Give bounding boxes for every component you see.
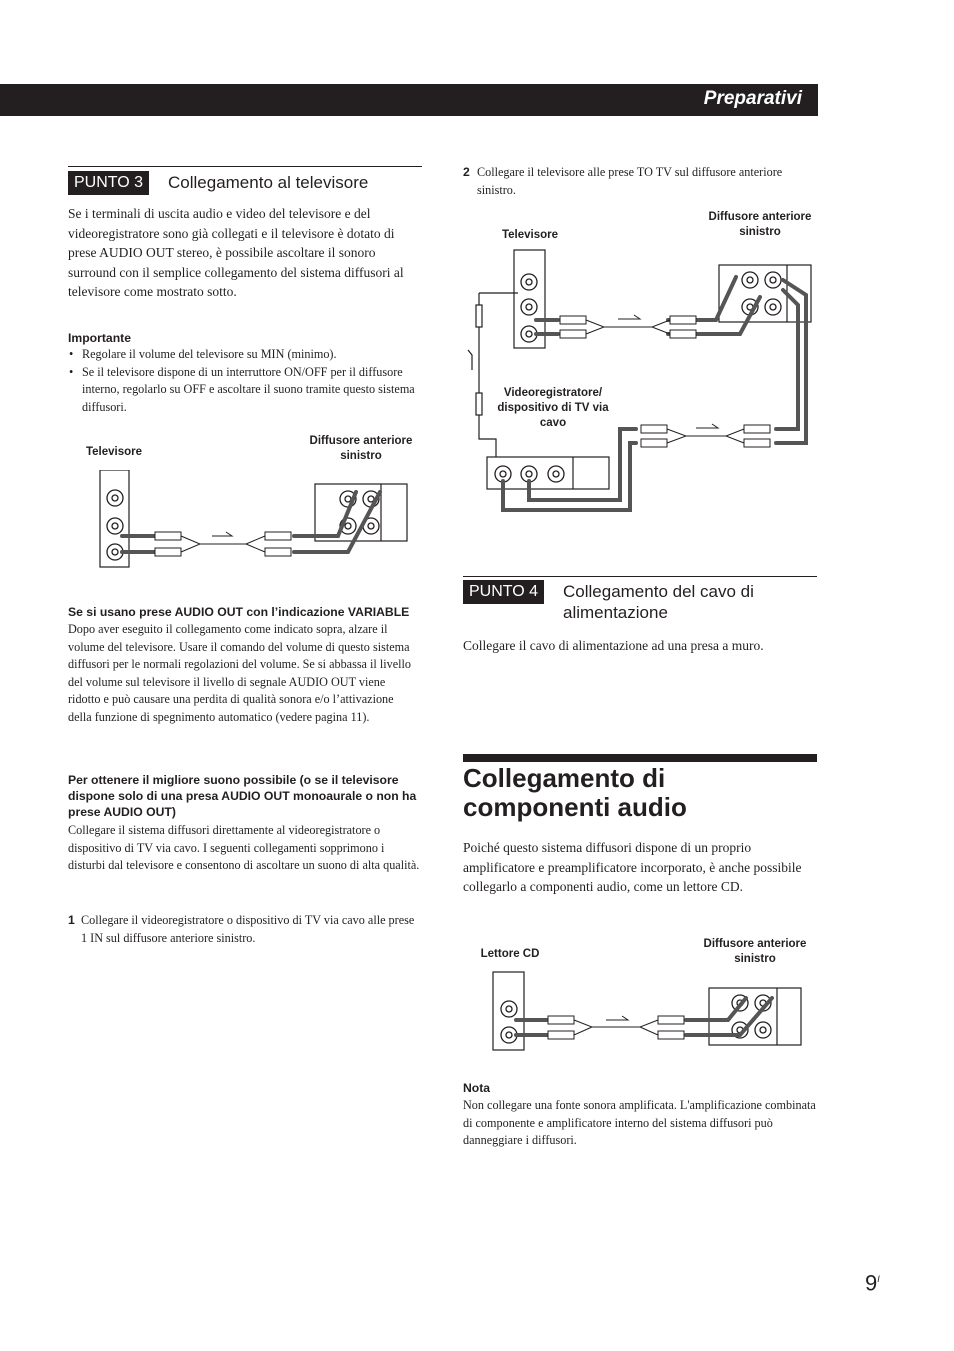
- step3-title: Collegamento al televisore: [168, 173, 369, 192]
- page-number-suffix: I: [877, 1274, 880, 1284]
- best-text: Collegare il sistema diffusori direttamente al videoregistratore o dispositivo di TV via cavo. I seguenti collegamenti sopprimono i disturbi dal televisore e consentono di ascoltare un suono di alta qualità.: [68, 823, 420, 872]
- step4-badge: PUNTO 4: [463, 580, 544, 604]
- diagram3-label-speaker: Diffusore anteriore sinistro: [703, 938, 807, 965]
- step2-number: 2: [463, 165, 470, 179]
- step1-text: Collegare il videoregistratore o dispositivo di TV via cavo alle prese 1 IN sul diffusore anteriore sinistro.: [81, 913, 415, 945]
- diagram-tv-to-speaker: [60, 470, 430, 580]
- section-title: Preparativi: [703, 88, 802, 109]
- page-number-value: 9: [865, 1270, 878, 1296]
- diagram2-label-speaker: Diffusore anteriore sinistro: [708, 211, 812, 238]
- diagram2-label-vcr: Videoregistratore/ dispositivo di TV via cavo: [497, 387, 609, 429]
- step1-number: 1: [68, 913, 75, 927]
- diagram3-label-cd: Lettore CD: [480, 948, 540, 960]
- diagram1-label-speaker: Diffusore anteriore sinistro: [309, 435, 413, 462]
- header-bar: [0, 84, 818, 116]
- step2-text: Collegare il televisore alle prese TO TV sul diffusore anteriore sinistro.: [477, 165, 783, 197]
- important-item: • Regolare il volume del televisore su MIN (minimo).: [68, 346, 418, 364]
- best-heading: Per ottenere il migliore suono possibile (o se il televisore dispone solo di una presa AUDIO OUT monoaurale o non ha prese AUDIO OUT): [68, 773, 417, 819]
- audio-text: Poiché questo sistema diffusori dispone di un proprio amplificatore e preamplificatore incorporato, è anche possibile collegarlo a componenti audio, come un lettore CD.: [463, 840, 802, 894]
- variable-heading: Se si usano prese AUDIO OUT con l’indicazione VARIABLE: [68, 605, 410, 619]
- step4-title: Collegamento del cavo di alimentazione: [563, 582, 754, 622]
- audio-section-title: Collegamento di componenti audio: [463, 763, 687, 822]
- note-text: Non collegare una fonte sonora amplificata. L'amplificazione combinata di componente e amplificatore interno del sistema diffusori può danneggiare i diffusori.: [463, 1098, 816, 1147]
- note-heading: Nota: [463, 1081, 491, 1095]
- step3-rule: [68, 166, 422, 167]
- diagram-vcr-tv-speaker: [458, 245, 820, 520]
- page-number: [865, 1266, 880, 1296]
- diagram2-label-tv: Televisore: [501, 229, 559, 241]
- step4-text: Collegare il cavo di alimentazione ad una presa a muro.: [463, 638, 764, 653]
- diagram1-label-tv: Televisore: [85, 446, 143, 458]
- speaker-jack-panel: [315, 484, 407, 541]
- variable-text: Dopo aver eseguito il collegamento come indicato sopra, alzare il volume del televisore. Usare il comando del volume di questo sistema diffusori per le normali regolazioni del volume. Se si abbassa il livello del volume sul televisore il livello di segnale AUDIO OUT viene ridotto e può causare una perdita di qualità sonora e/o l’attivazione della funzione di spegnimento automatico (vedere pagina 11).: [68, 622, 411, 724]
- step3-intro: Se i terminali di uscita audio e video del televisore e del videoregistratore sono già collegati e il televisore è dotato di prese AUDIO OUT stereo, è possibile ascoltare il sonoro surround con il semplice collegamento del sistema diffusori al televisore come mostrato sotto.: [68, 206, 404, 299]
- important-list: [68, 346, 418, 416]
- step3-badge: PUNTO 3: [68, 171, 149, 195]
- audio-section-rule: [463, 754, 817, 762]
- diagram-cd-to-speaker: [470, 968, 810, 1058]
- important-item: • Se il televisore dispone di un interruttore ON/OFF per il diffusore interno, regolarlo su OFF e ascoltare il suono tramite questo sistema diffusori.: [68, 364, 418, 417]
- important-heading: Importante: [68, 331, 131, 345]
- step4-rule: [463, 576, 817, 577]
